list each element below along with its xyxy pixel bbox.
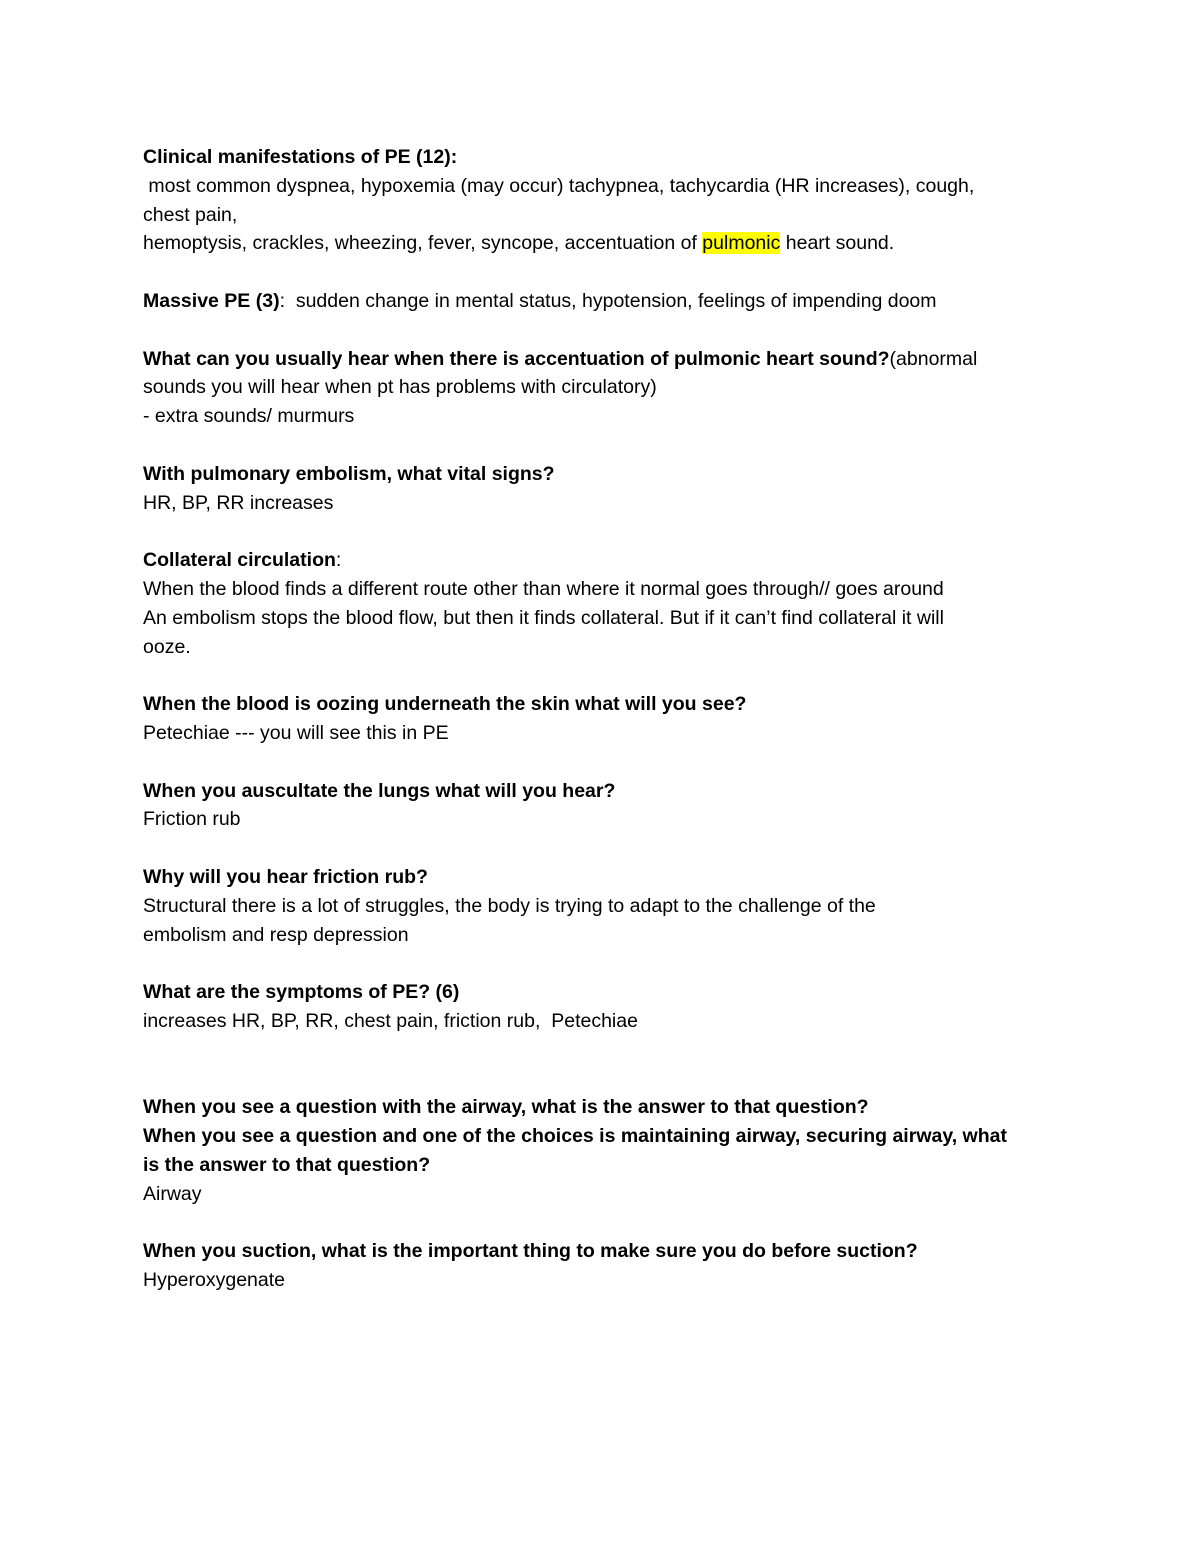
manifestations-line-3-end: heart sound. (780, 232, 895, 255)
paragraph-gap (143, 748, 1073, 777)
question-collateral-circulation-text: Collateral circulation (143, 549, 336, 572)
answer-collateral-line-2: An embolism stops the blood flow, but then it finds collateral. But if it can’t find collateral it will (143, 606, 944, 629)
massive-pe-text: : sudden change in mental status, hypotension, feelings of impending doom (279, 289, 937, 312)
answer-pulmonic-sound: - extra sounds/ murmurs (143, 405, 355, 428)
massive-pe-line (143, 287, 1073, 316)
manifestations-line-3-start: hemoptysis, crackles, wheezing, fever, syncope, accentuation of (143, 232, 703, 255)
manifestations-line-1: most common dyspnea, hypoxemia (may occur) tachypnea, tachycardia (HR increases), cough, (143, 174, 975, 197)
paragraph-gap (143, 316, 1073, 345)
paragraph-gap (143, 431, 1073, 460)
question-collateral-circulation-colon: : (335, 549, 342, 572)
answer-auscultate: Friction rub (143, 808, 241, 831)
question-auscultate: When you auscultate the lungs what will you hear? (143, 779, 616, 802)
question-collateral-circulation (143, 546, 1073, 575)
document-body (143, 143, 1073, 1295)
massive-pe-label: Massive PE (3) (143, 289, 280, 312)
question-pulmonic-sound-line-2: sounds you will hear when pt has problems with circulatory) (143, 376, 657, 399)
highlighted-word-pulmonic: pulmonic (702, 232, 781, 255)
question-airway-1: When you see a question with the airway, what is the answer to that question? (143, 1096, 869, 1119)
manifestations-line-2: chest pain, (143, 203, 238, 226)
paragraph-gap (143, 1065, 1073, 1094)
paragraph-gap (143, 1208, 1073, 1237)
answer-collateral-line-1: When the blood finds a different route other than where it normal goes through// goes around (143, 577, 944, 600)
question-airway-3: is the answer to that question? (143, 1153, 431, 1176)
answer-vital-signs: HR, BP, RR increases (143, 491, 334, 514)
paragraph-gap (143, 661, 1073, 690)
paragraph-gap (143, 834, 1073, 863)
manifestations-line-3 (143, 229, 1073, 258)
answer-friction-rub-line-1: Structural there is a lot of struggles, the body is trying to adapt to the challenge of the (143, 894, 876, 917)
answer-suction: Hyperoxygenate (143, 1269, 286, 1292)
paragraph-gap (143, 517, 1073, 546)
question-friction-rub: Why will you hear friction rub? (143, 865, 428, 888)
question-airway-2: When you see a question and one of the choices is maintaining airway, securing airway, what (143, 1125, 1007, 1148)
paragraph-gap (143, 949, 1073, 978)
answer-oozing: Petechiae --- you will see this in PE (143, 721, 449, 744)
section-title-clinical-manifestations: Clinical manifestations of PE (12): (143, 146, 458, 168)
paragraph-gap (143, 1036, 1073, 1065)
answer-airway: Airway (143, 1182, 202, 1205)
question-pulmonic-sound (143, 345, 1073, 374)
question-oozing: When the blood is oozing underneath the skin what will you see? (143, 693, 747, 716)
question-pulmonic-sound-tail: (abnormal (889, 347, 978, 370)
question-symptoms: What are the symptoms of PE? (6) (143, 981, 460, 1004)
paragraph-gap (143, 258, 1073, 287)
answer-friction-rub-line-2: embolism and resp depression (143, 923, 409, 946)
question-suction: When you suction, what is the important thing to make sure you do before suction? (143, 1240, 918, 1263)
question-pulmonic-sound-text: What can you usually hear when there is accentuation of pulmonic heart sound? (143, 347, 890, 370)
answer-collateral-line-3: ooze. (143, 635, 191, 658)
question-vital-signs: With pulmonary embolism, what vital signs? (143, 462, 555, 485)
answer-symptoms: increases HR, BP, RR, chest pain, friction rub, Petechiae (143, 1009, 638, 1032)
